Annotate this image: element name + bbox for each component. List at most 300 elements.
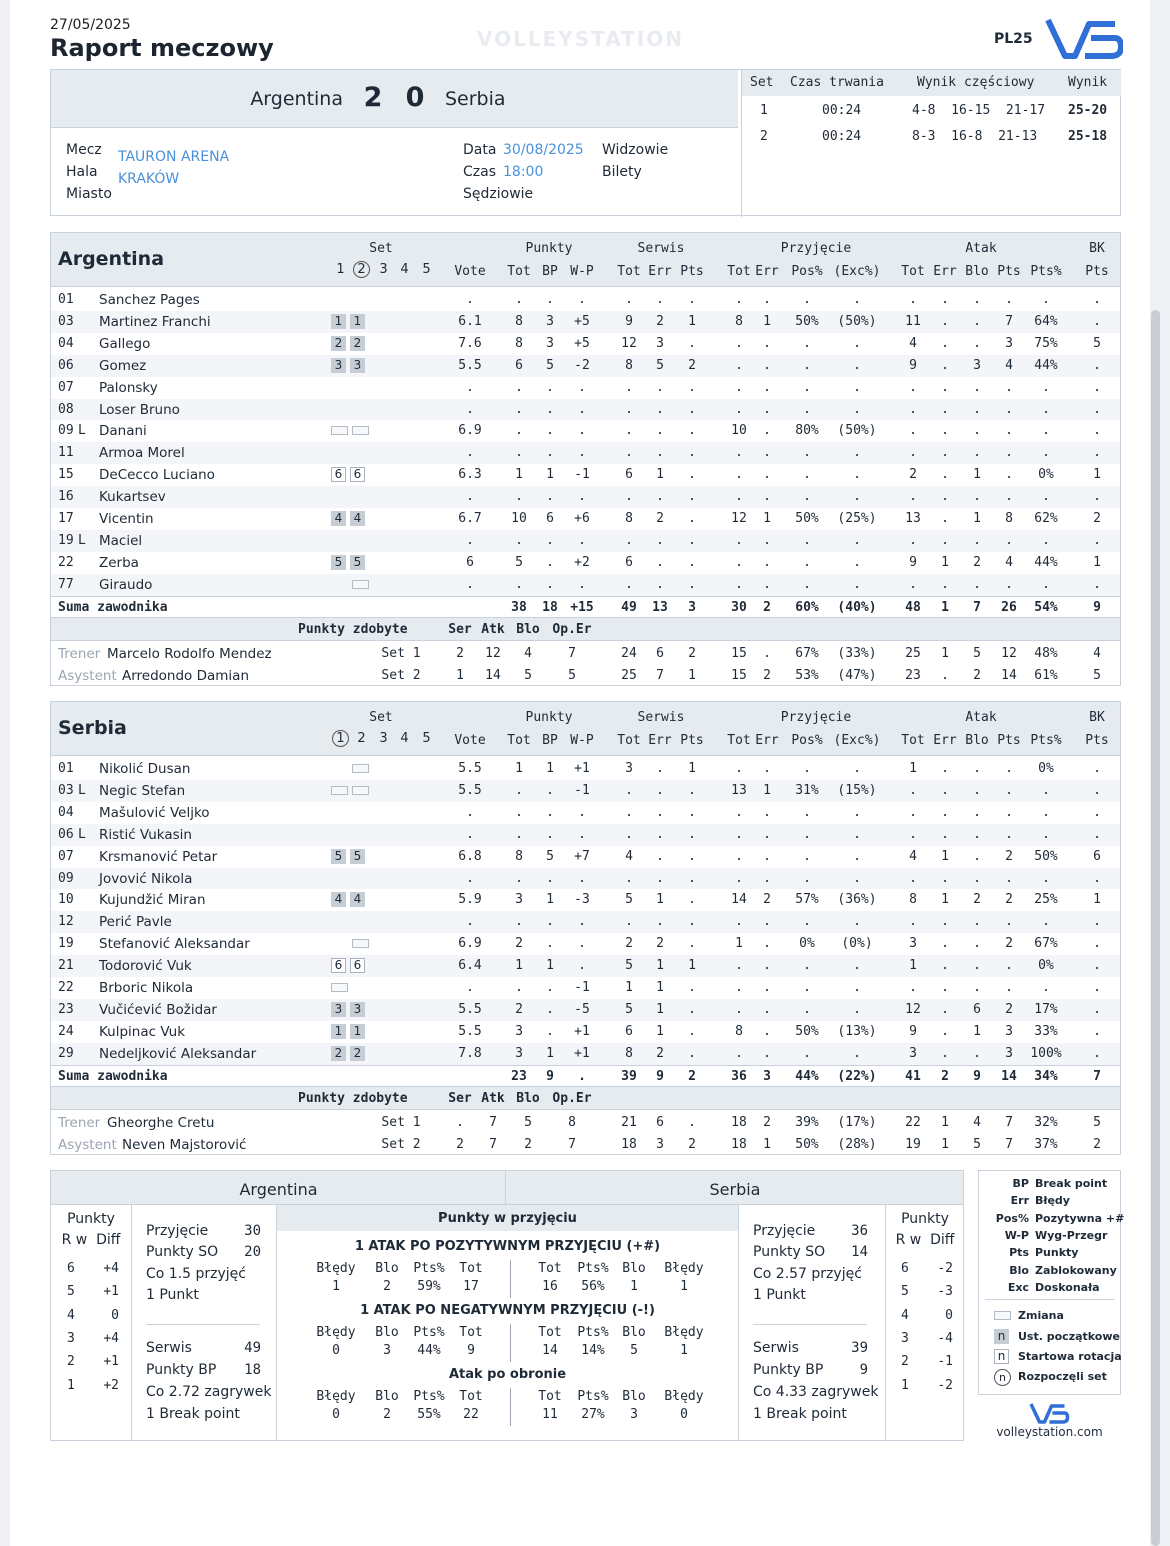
stat-cell: . xyxy=(688,1001,696,1017)
stat-cell: 44% xyxy=(1034,554,1058,570)
libero-flag: L xyxy=(78,532,86,548)
stat-cell: . xyxy=(941,804,949,820)
stat-cell: 2 xyxy=(656,313,664,329)
stat-cell: . xyxy=(735,914,743,930)
stat-cell: . xyxy=(803,467,811,483)
points-title: Punkty zdobyte xyxy=(298,621,408,637)
sum-cell: 7 xyxy=(1093,1068,1101,1084)
stat-cell: . xyxy=(578,379,586,395)
stat-cell: . xyxy=(515,870,523,886)
stat-cell: . xyxy=(625,489,633,505)
summary-home-name: Argentina xyxy=(239,1180,318,1199)
stat-cell: . xyxy=(625,423,633,439)
section-value: 2 xyxy=(383,1279,391,1294)
stat-cell: . xyxy=(735,826,743,842)
section-value: 11 xyxy=(542,1407,558,1422)
set-row-cell: 1 xyxy=(763,1136,771,1152)
section-head: Tot xyxy=(538,1389,562,1404)
initial-position-marker: 2 xyxy=(350,336,365,351)
points-col-head: Op.Er xyxy=(552,1090,592,1106)
points-cell: 1 xyxy=(456,667,464,683)
stat-cell: . xyxy=(853,980,861,995)
stat-cell: . xyxy=(909,782,917,798)
player-set-markers xyxy=(352,577,373,592)
stat-cell: . xyxy=(546,532,554,548)
head-tot: Tot xyxy=(901,733,925,748)
circled-set: 2 xyxy=(353,261,370,278)
player-number: 23 xyxy=(58,1001,74,1017)
sum-cell: 9 xyxy=(656,1068,664,1084)
home-sets: 2 xyxy=(363,82,383,113)
stat-cell: 6.3 xyxy=(458,467,482,483)
substitution-marker xyxy=(331,786,348,795)
player-name: Mašulović Veljko xyxy=(99,804,210,821)
away-stat-divider xyxy=(753,1324,867,1325)
stat-cell: . xyxy=(735,445,743,461)
player-name: Jovović Nikola xyxy=(99,870,193,887)
stat-cell: . xyxy=(688,826,696,842)
stat-cell: 50% xyxy=(795,313,819,329)
stat-cell: . xyxy=(578,958,586,974)
set-row-cell: 4 xyxy=(1093,645,1101,661)
player-row xyxy=(51,333,1120,355)
player-name: Sanchez Pages xyxy=(99,292,200,308)
section-value: 1 xyxy=(630,1279,638,1294)
stat-cell: . xyxy=(546,870,554,886)
home-rotation: 1 xyxy=(67,1377,75,1393)
head-pos: Pos% xyxy=(791,733,823,748)
stat-cell: . xyxy=(1005,761,1013,776)
legend-desc: Zablokowany xyxy=(1035,1263,1117,1277)
player-number: 10 xyxy=(58,892,74,908)
stat-cell: 1 xyxy=(515,761,523,776)
stat-cell: . xyxy=(735,335,743,351)
watermark: VOLLEYSTATION xyxy=(477,27,685,51)
stat-cell: 1 xyxy=(656,467,664,483)
set-row-cell: 7 xyxy=(656,667,664,683)
stat-cell: 62% xyxy=(1034,511,1058,526)
stat-cell: 3 xyxy=(1005,1023,1013,1039)
legend-desc: Break point xyxy=(1035,1177,1108,1190)
player-name: Ristić Vukasin xyxy=(99,826,192,843)
section-head: Blo xyxy=(375,1261,399,1276)
legend-marker-label: Startowa rotacja xyxy=(1018,1350,1122,1363)
head-tot: Tot xyxy=(727,733,751,748)
away-rw-label: R w Diff xyxy=(895,1232,955,1248)
stat-cell: . xyxy=(1005,489,1013,505)
sum-cell: 9 xyxy=(973,1068,981,1084)
away-diff: -3 xyxy=(937,1284,953,1300)
stat-cell: -2 xyxy=(574,357,590,373)
player-name: Negic Stefan xyxy=(99,782,186,799)
stat-cell: . xyxy=(466,445,474,461)
section-value: 0 xyxy=(680,1407,688,1422)
stat-cell: 9 xyxy=(909,554,917,570)
stat-cell: . xyxy=(1093,576,1101,592)
stat-cell: . xyxy=(941,445,949,461)
label-hala: Hala xyxy=(66,164,98,180)
head-pts: Pts xyxy=(680,264,704,279)
head-err: Err xyxy=(755,264,779,279)
initial-position-marker: 4 xyxy=(331,511,346,526)
initial-position-marker: 3 xyxy=(350,358,365,373)
set-row-cell: 2 xyxy=(973,667,981,683)
stat-cell: . xyxy=(735,532,743,548)
stat-cell: . xyxy=(853,1045,861,1061)
sum-row xyxy=(51,1065,1120,1087)
stat-cell: 6.1 xyxy=(458,313,482,329)
label-bilety: Bilety xyxy=(602,164,642,180)
set-row-cell: 15 xyxy=(731,645,747,661)
set-row-label: Set 1 xyxy=(381,1114,421,1130)
stat-cell: 3 xyxy=(909,936,917,952)
team-table-serbia xyxy=(50,701,1121,1155)
stat-cell: . xyxy=(763,335,771,351)
stat-cell: . xyxy=(803,958,811,974)
section-head: Tot xyxy=(459,1261,483,1276)
stat-cell: . xyxy=(1042,379,1050,395)
stat-cell: 1 xyxy=(1093,892,1101,908)
head-tot: Tot xyxy=(507,264,531,279)
team-name: Serbia xyxy=(58,717,127,739)
stat-cell: . xyxy=(763,914,771,930)
section-value: 56% xyxy=(581,1279,605,1294)
section-value: 17 xyxy=(463,1279,479,1294)
stat-cell: . xyxy=(688,1045,696,1061)
stat-cell: . xyxy=(973,870,981,886)
stat-cell: . xyxy=(973,335,981,351)
stat-cell: . xyxy=(803,576,811,592)
stat-cell: +5 xyxy=(574,313,590,329)
sets-head-duration: Czas trwania xyxy=(790,75,884,90)
player-set-markers xyxy=(352,761,373,776)
points-cell: 2 xyxy=(456,645,464,661)
assistant-name: Neven Majstorović xyxy=(122,1136,247,1153)
home-stat-label: 1 Break point xyxy=(146,1406,240,1422)
substitution-marker xyxy=(331,426,348,435)
points-cell: 7 xyxy=(489,1136,497,1152)
stat-cell: . xyxy=(1005,379,1013,395)
section-head: Błędy xyxy=(664,1325,704,1340)
head-set-4: 4 xyxy=(400,262,409,277)
stat-cell: 3 xyxy=(1005,1045,1013,1061)
head-blo: Blo xyxy=(965,733,989,748)
stat-cell: . xyxy=(546,292,554,307)
home-rotation: 3 xyxy=(67,1330,75,1346)
stat-cell: . xyxy=(656,401,664,417)
stat-cell: . xyxy=(973,936,981,952)
away-stat-value: 39 xyxy=(851,1340,868,1356)
sum-cell: 44% xyxy=(795,1068,819,1084)
stat-cell: 5 xyxy=(625,958,633,974)
legend-desc: Punkty xyxy=(1035,1246,1079,1260)
stat-cell: . xyxy=(1005,958,1013,974)
stat-cell: . xyxy=(941,936,949,952)
stat-cell: . xyxy=(941,489,949,505)
label-mecz: Mecz xyxy=(66,142,102,158)
stat-cell: 7 xyxy=(1005,313,1013,329)
stat-cell: . xyxy=(853,554,861,570)
stat-cell: 1 xyxy=(941,554,949,570)
player-number: 07 xyxy=(58,379,74,395)
set-row-cell: 25 xyxy=(905,645,921,661)
set-row-label: Set 2 xyxy=(381,1136,421,1152)
stat-cell: . xyxy=(763,357,771,373)
stat-cell: 1 xyxy=(735,936,743,952)
stat-cell: . xyxy=(1093,782,1101,798)
sum-cell: 60% xyxy=(795,599,819,615)
stat-cell: . xyxy=(941,958,949,974)
set2-partial: 8-3 16-8 21-13 xyxy=(912,129,1038,144)
stat-cell: 4 xyxy=(909,335,917,351)
set-row-cell: . xyxy=(941,667,949,683)
set-row-cell: 48% xyxy=(1034,645,1058,661)
player-set-markers xyxy=(331,423,373,438)
stat-cell: . xyxy=(853,761,861,776)
points-cell: 7 xyxy=(489,1114,497,1130)
stat-cell: . xyxy=(625,576,633,592)
label-miasto: Miasto xyxy=(66,186,112,202)
stat-cell: . xyxy=(515,914,523,930)
head-tot: Tot xyxy=(617,264,641,279)
player-number: 22 xyxy=(58,980,74,995)
legend-marker-label: Zmiana xyxy=(1018,1309,1064,1322)
stat-cell: . xyxy=(1042,292,1050,307)
stat-cell: 8 xyxy=(1005,511,1013,526)
sum-cell: 3 xyxy=(688,599,696,615)
set1-result: 25-20 xyxy=(1068,103,1108,118)
stat-cell: . xyxy=(515,489,523,505)
stat-cell: . xyxy=(909,826,917,842)
stat-cell: . xyxy=(578,914,586,930)
substitution-marker xyxy=(352,580,369,589)
stat-cell: . xyxy=(546,826,554,842)
home-diff: +2 xyxy=(103,1377,119,1393)
player-set-markers xyxy=(331,849,369,864)
home-team-name: Argentina xyxy=(250,88,343,110)
home-rotation: 6 xyxy=(67,1261,75,1276)
stat-cell: 4 xyxy=(909,848,917,864)
set-row-cell: 37% xyxy=(1034,1136,1058,1152)
head-tot: Tot xyxy=(507,733,531,748)
stat-cell: . xyxy=(688,423,696,439)
initial-position-marker: 1 xyxy=(331,314,346,329)
legend-abbr: BP xyxy=(1012,1177,1029,1190)
stat-cell: 1 xyxy=(1093,554,1101,570)
stat-cell: . xyxy=(735,554,743,570)
stat-cell: . xyxy=(688,576,696,592)
player-number: 08 xyxy=(58,401,74,417)
head-set-2 xyxy=(353,261,370,278)
section-value: 3 xyxy=(630,1407,638,1422)
away-stat-label: 1 Punkt xyxy=(753,1287,806,1303)
stat-cell: 5.9 xyxy=(458,892,482,908)
stat-cell: . xyxy=(973,313,981,329)
set-row-cell: 19 xyxy=(905,1136,921,1152)
section-value: 1 xyxy=(332,1279,340,1294)
set1-duration: 00:24 xyxy=(822,103,862,118)
stat-cell: . xyxy=(625,870,633,886)
player-name: Vicentin xyxy=(99,511,154,527)
stat-cell: . xyxy=(909,423,917,439)
stat-cell: . xyxy=(853,379,861,395)
player-number: 29 xyxy=(58,1045,74,1061)
stat-cell: 4 xyxy=(1005,357,1013,373)
legend-box xyxy=(978,1170,1125,1395)
stat-cell: 8 xyxy=(625,1045,633,1061)
head-ptsp: Pts% xyxy=(1030,733,1062,748)
stat-cell: . xyxy=(735,804,743,820)
player-name: Loser Bruno xyxy=(99,401,180,418)
coach-name: Marcelo Rodolfo Mendez xyxy=(107,645,272,662)
stat-cell: . xyxy=(1042,423,1050,439)
stat-cell: . xyxy=(909,914,917,930)
stat-cell: 3 xyxy=(909,1045,917,1061)
stat-cell: . xyxy=(466,379,474,395)
stat-cell: 11 xyxy=(905,313,921,329)
stat-cell: 5.5 xyxy=(458,782,482,798)
stat-cell: 2 xyxy=(1093,511,1101,526)
sum-label: Suma zawodnika xyxy=(58,599,168,615)
head-bp: BP xyxy=(542,264,558,279)
away-diff: -2 xyxy=(937,1377,953,1393)
stat-cell: . xyxy=(1005,292,1013,307)
stat-cell: 17% xyxy=(1034,1001,1058,1017)
initial-position-marker: 5 xyxy=(331,849,346,864)
stat-cell: . xyxy=(1093,423,1101,439)
set2-duration: 00:24 xyxy=(822,129,862,144)
player-number: 19 xyxy=(58,532,74,548)
player-row xyxy=(51,1021,1120,1043)
summary-box xyxy=(50,1170,964,1441)
stat-cell: . xyxy=(1005,576,1013,592)
home-rotation: 5 xyxy=(67,1284,75,1300)
set2-result: 25-18 xyxy=(1068,129,1108,144)
sets-head-partial: Wynik częściowy xyxy=(917,75,1035,90)
stat-cell: . xyxy=(1093,1023,1101,1039)
set-row-cell: (17%) xyxy=(837,1114,877,1130)
stat-cell: . xyxy=(763,848,771,864)
stat-cell: 5 xyxy=(656,357,664,373)
player-number: 21 xyxy=(58,958,74,974)
section-value: 16 xyxy=(542,1279,558,1294)
head-exc: (Exc%) xyxy=(833,264,881,279)
stat-cell: . xyxy=(546,576,554,592)
center-title: Punkty w przyjęciu xyxy=(438,1211,577,1226)
stat-cell: . xyxy=(1042,489,1050,505)
stat-cell: . xyxy=(546,936,554,952)
stat-cell: . xyxy=(656,870,664,886)
set-row-cell: (47%) xyxy=(837,667,877,683)
stat-cell: . xyxy=(625,445,633,461)
away-stat-label: Co 2.57 przyjęć xyxy=(753,1266,862,1282)
stat-cell: 1 xyxy=(688,761,696,776)
stat-cell: . xyxy=(466,804,474,820)
home-stat-value: 18 xyxy=(244,1362,261,1378)
initial-position-marker: 2 xyxy=(331,336,346,351)
player-name: DeCecco Luciano xyxy=(99,467,215,484)
sum-cell: 9 xyxy=(546,1068,554,1084)
scrollbar[interactable] xyxy=(1151,310,1160,1546)
libero-flag: L xyxy=(78,423,86,439)
head-err: Err xyxy=(933,264,957,279)
head-set-2: 2 xyxy=(357,731,366,746)
sum-cell: 18 xyxy=(542,599,558,615)
stat-cell: . xyxy=(853,958,861,974)
section-head: Pts% xyxy=(413,1325,445,1340)
stat-cell: . xyxy=(941,313,949,329)
points-cell: 4 xyxy=(524,645,532,661)
stat-cell: 6 xyxy=(625,1023,633,1039)
stat-cell: . xyxy=(803,761,811,776)
head-wp: W-P xyxy=(570,733,594,748)
stat-cell: . xyxy=(688,870,696,886)
stat-cell: . xyxy=(625,782,633,798)
stat-cell: 5.5 xyxy=(458,1023,482,1039)
stat-cell: 44% xyxy=(1034,357,1058,373)
coach-label: Trener xyxy=(58,1114,101,1131)
head-set-4: 4 xyxy=(400,731,409,746)
stat-cell: . xyxy=(1093,292,1101,307)
set-row-cell: 5 xyxy=(1093,1114,1101,1130)
stat-cell: 0% xyxy=(1038,467,1054,483)
player-name: Krsmanović Petar xyxy=(99,848,218,865)
section-head: Tot xyxy=(538,1325,562,1340)
set-row-cell: 67% xyxy=(795,645,819,661)
stat-cell: -1 xyxy=(574,782,590,798)
stat-cell: . xyxy=(515,826,523,842)
sum-row xyxy=(51,596,1120,618)
stat-cell: . xyxy=(763,980,771,995)
stat-cell: . xyxy=(735,357,743,373)
stat-cell: . xyxy=(909,804,917,820)
stat-cell: . xyxy=(941,1045,949,1061)
away-diff: -2 xyxy=(937,1261,953,1276)
sum-cell: +15 xyxy=(570,599,594,615)
set-row-cell: 14 xyxy=(1001,667,1017,683)
stat-cell: . xyxy=(973,423,981,439)
home-diff: 0 xyxy=(111,1307,119,1323)
stat-cell: 50% xyxy=(795,1023,819,1039)
stat-cell: . xyxy=(763,379,771,395)
substitution-marker xyxy=(352,786,369,795)
stat-cell: (50%) xyxy=(837,423,877,439)
stat-cell: 8 xyxy=(515,313,523,329)
section-head: Pts% xyxy=(577,1261,609,1276)
legend-abbr: Pos% xyxy=(995,1211,1029,1225)
head-err: Err xyxy=(648,733,672,748)
stat-cell: -1 xyxy=(574,467,590,483)
away-stat-value: 14 xyxy=(851,1244,868,1260)
player-row xyxy=(51,802,1120,824)
set-row-cell: 12 xyxy=(1001,645,1017,661)
stat-cell: 12 xyxy=(905,1001,921,1017)
stat-cell: . xyxy=(688,980,696,995)
stat-cell: . xyxy=(1005,532,1013,548)
stat-cell: 1 xyxy=(1093,467,1101,483)
stat-cell: . xyxy=(1093,914,1101,930)
stat-cell: . xyxy=(466,980,474,995)
player-name: Kujundžić Miran xyxy=(99,892,206,909)
stat-cell: 2 xyxy=(625,936,633,952)
stat-cell: . xyxy=(1093,401,1101,417)
player-number: 04 xyxy=(58,335,74,351)
sets-head-set: Set xyxy=(750,75,774,90)
stat-cell: . xyxy=(763,532,771,548)
home-diff: +4 xyxy=(103,1261,119,1276)
stat-cell: . xyxy=(853,826,861,842)
head-set-1 xyxy=(332,730,349,747)
